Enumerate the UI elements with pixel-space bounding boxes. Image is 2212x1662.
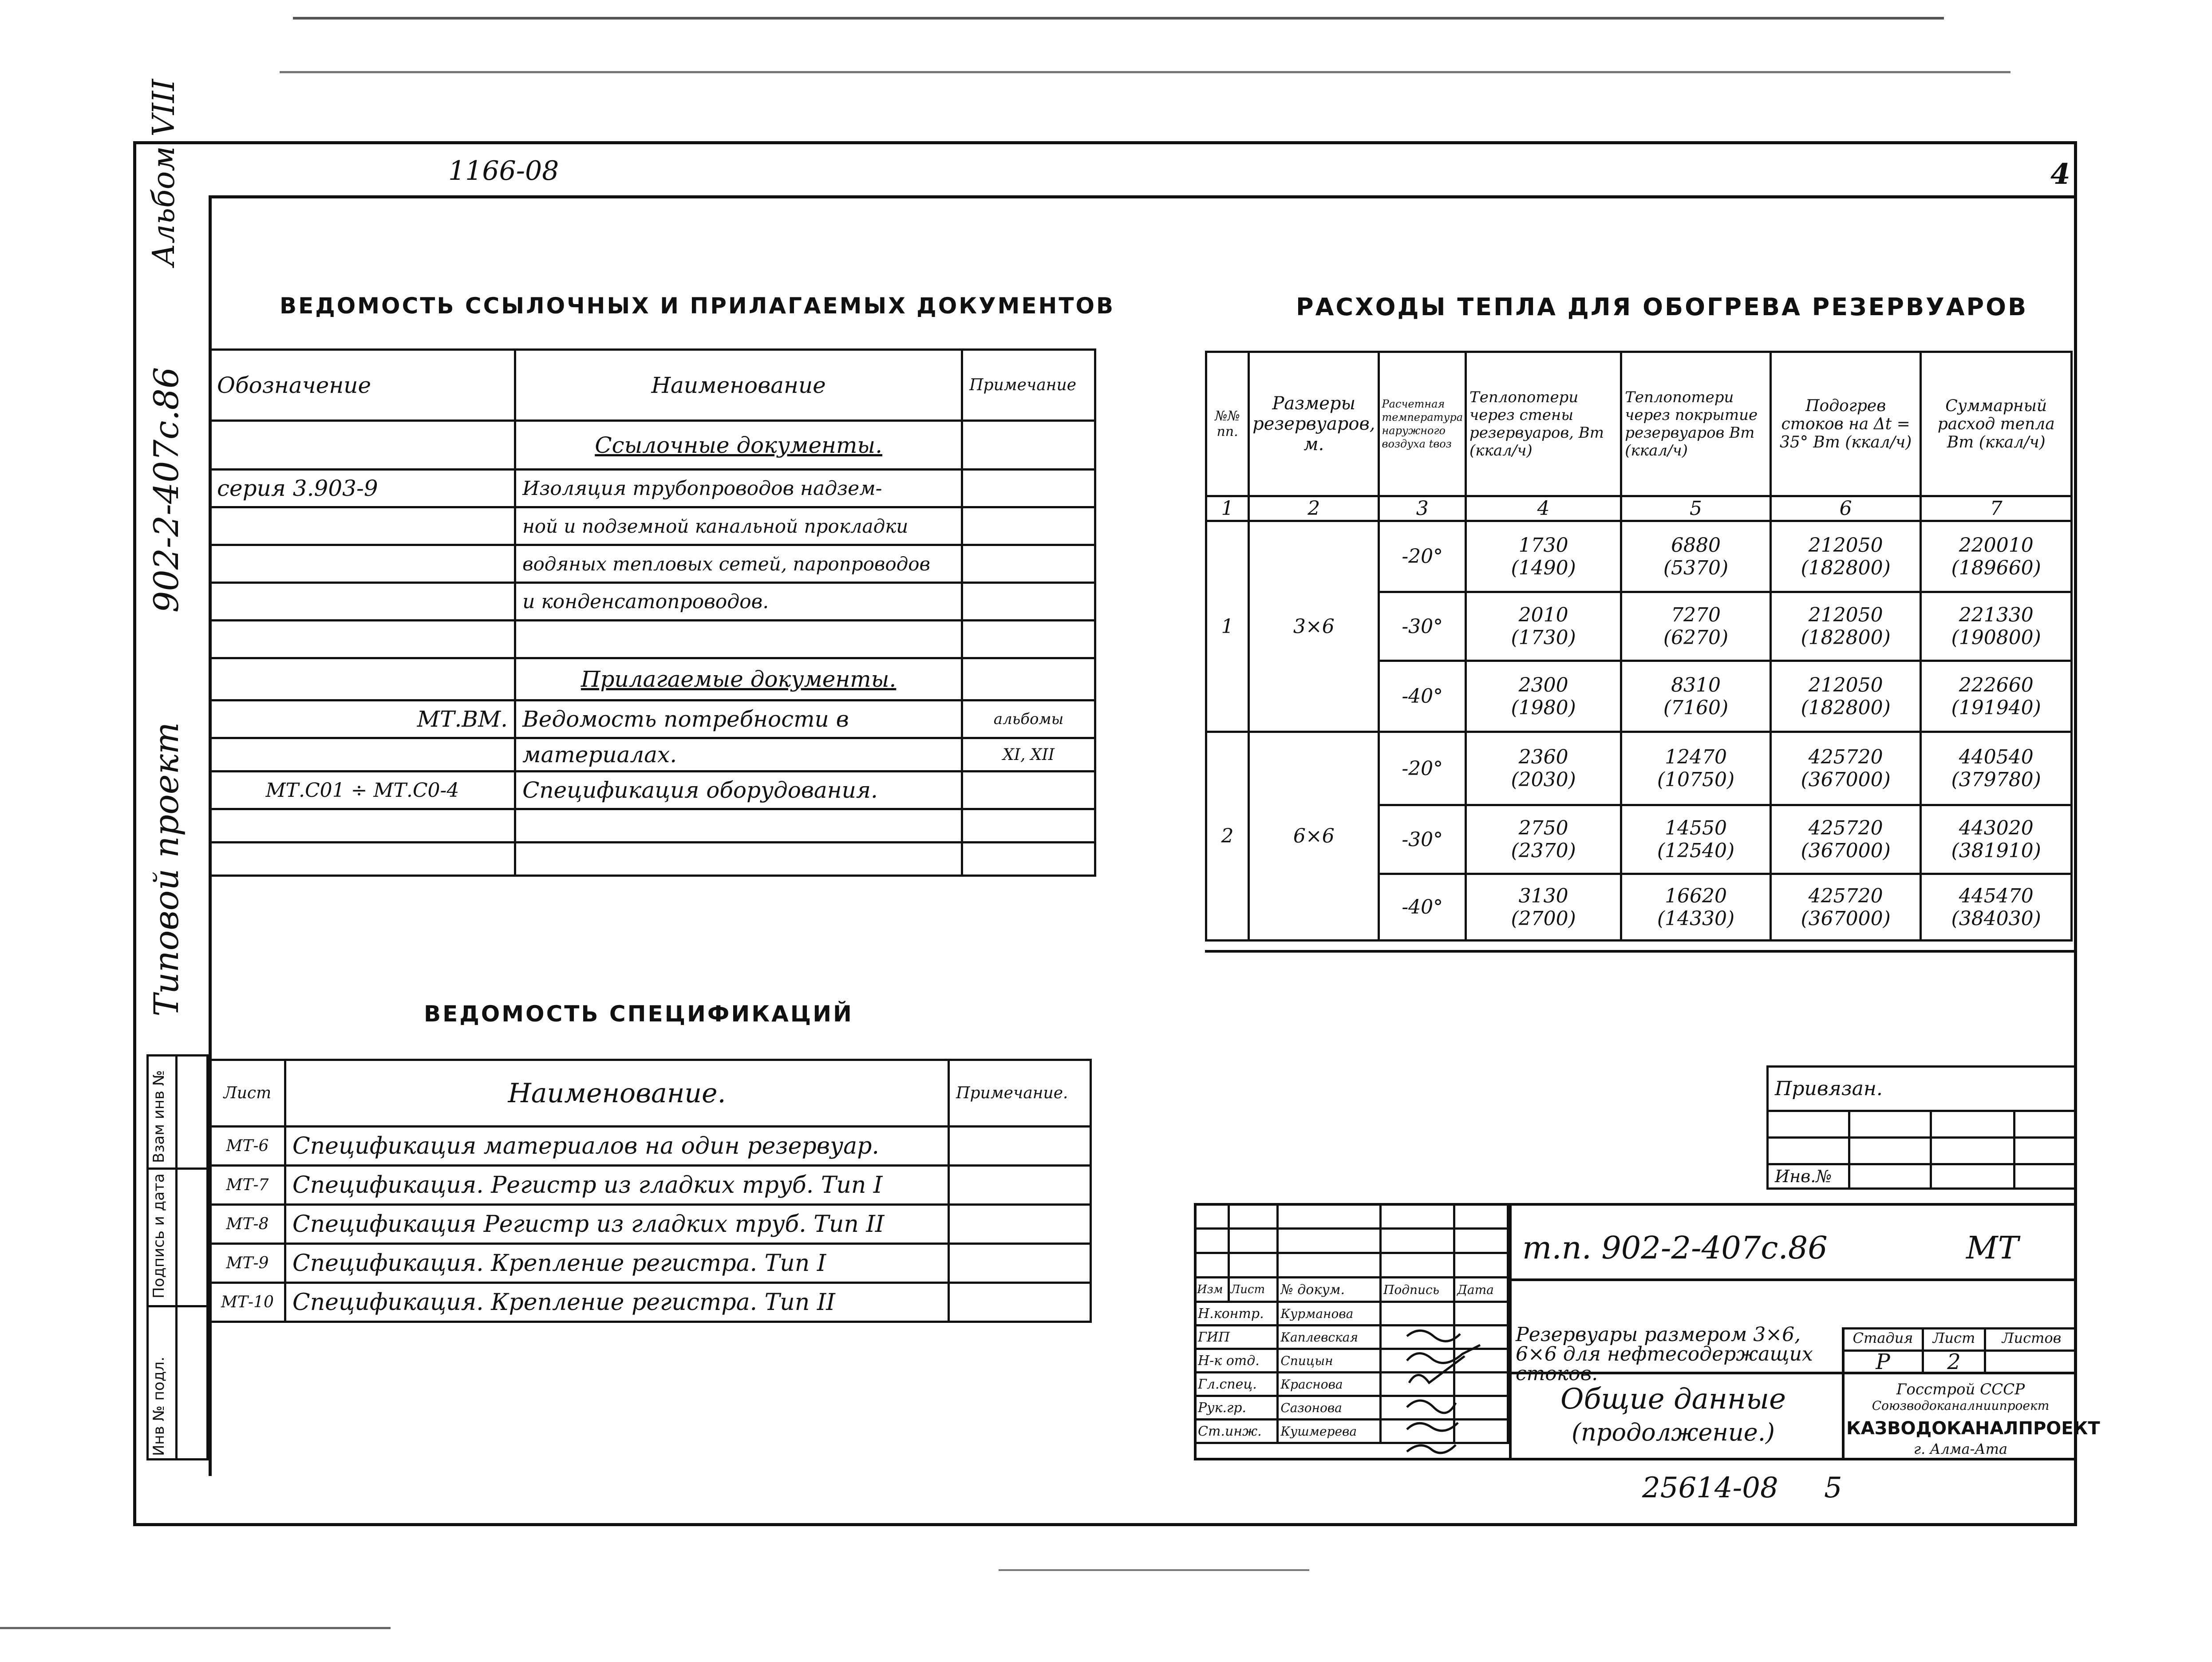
heat-total: 220010	[1959, 534, 2034, 557]
tb-cell	[1380, 1253, 1454, 1278]
specs-table	[209, 1059, 1092, 1323]
heat-heating-cell	[1770, 732, 1921, 805]
refdocs-title: ВЕДОМОСТЬ ССЫЛОЧНЫХ И ПРИЛАГАЕМЫХ ДОКУМЕНТОВ	[280, 293, 1115, 319]
heat-total-cell	[1921, 521, 2072, 592]
heat-roof-kcal: (14330)	[1657, 907, 1735, 930]
tb-org-city: г. Алма-Ата	[1913, 1440, 2008, 1457]
binding-cell	[1768, 1111, 1849, 1138]
binding-inv-label: Инв.№	[1768, 1164, 1849, 1189]
heat-header-size: Размеры резервуаров, м.	[1249, 352, 1379, 496]
refdocs-section-ref: Ссылочные документы.	[515, 421, 962, 470]
tb-person: Курманова	[1278, 1302, 1381, 1326]
tb-description: Резервуары размером 3×6, 6×6 для нефтесодержащих стоков.	[1516, 1323, 1813, 1385]
heat-walls-cell	[1466, 732, 1621, 805]
tb-stage: Р	[1876, 1349, 1890, 1374]
heat-roof-cell	[1621, 874, 1771, 941]
specs-header-name: Наименование.	[285, 1060, 948, 1127]
refdocs-cell	[515, 621, 962, 658]
footer-page: 5	[1824, 1472, 1842, 1504]
refdocs-cell	[515, 843, 962, 876]
tb-date	[1454, 1302, 1508, 1326]
heat-header-walls: Теплопотери через стены резервуаров, Вт (ккал/ч)	[1466, 352, 1621, 496]
refdocs-header-note: Примечание	[962, 350, 1095, 421]
specs-note	[949, 1283, 1091, 1322]
heat-heating-cell	[1770, 521, 1921, 592]
specs-title: ВЕДОМОСТЬ СПЕЦИФИКАЦИЙ	[424, 1001, 853, 1027]
heat-walls-kcal: (1490)	[1511, 556, 1576, 579]
footer-number: 25614-08	[1642, 1472, 1778, 1504]
heat-temp: -40°	[1379, 874, 1466, 941]
tb-divider	[1509, 1203, 1512, 1460]
tb-person: Спицын	[1278, 1349, 1381, 1373]
refdocs-section-att: Прилагаемые документы.	[515, 658, 962, 700]
heat-colnum: 6	[1770, 496, 1921, 521]
specs-header-note: Примечание.	[949, 1060, 1091, 1127]
heat-heating-kcal: (182800)	[1801, 626, 1891, 649]
heat-total: 440540	[1959, 746, 2034, 768]
sheet-corner-number: 4	[2050, 158, 2070, 191]
specs-note	[949, 1244, 1091, 1283]
refdocs-att-note	[962, 772, 1095, 809]
refdocs-cell	[515, 809, 962, 843]
heat-heating-kcal: (182800)	[1801, 556, 1891, 579]
heat-temp: -20°	[1379, 521, 1466, 592]
specs-sheet: МТ-8	[210, 1205, 285, 1244]
refdocs-cell	[210, 843, 515, 876]
heat-group-size: 6×6	[1249, 732, 1379, 941]
refdocs-cell	[210, 621, 515, 658]
scan-mark	[280, 71, 2011, 73]
heat-header-temp: Расчетная температура наружного воздуха tвоз	[1379, 352, 1466, 496]
side-code: 902-2-407с.86	[146, 367, 186, 613]
heat-roof-kcal: (7160)	[1663, 696, 1729, 719]
tb-person: Сазонова	[1278, 1396, 1381, 1420]
refdocs-note	[962, 545, 1095, 583]
refdocs-att-name: Спецификация оборудования.	[515, 772, 962, 809]
heat-walls-cell	[1466, 592, 1621, 661]
archive-number: 1166-08	[448, 155, 559, 186]
tb-code: т.п. 902-2-407с.86	[1522, 1230, 1828, 1266]
heat-temp: -20°	[1379, 732, 1466, 805]
tb-cell	[1228, 1253, 1278, 1278]
tb-cell	[1195, 1204, 1229, 1229]
binding-cell	[1849, 1138, 1931, 1164]
tb-col-header: № докум.	[1278, 1278, 1381, 1302]
heat-walls-cell	[1466, 661, 1621, 732]
heat-roof-cell	[1621, 592, 1771, 661]
refdocs-designation	[210, 545, 515, 583]
specs-note	[949, 1205, 1091, 1244]
refdocs-cell	[210, 809, 515, 843]
binding-cell	[1931, 1164, 2014, 1189]
tb-role: Гл.спец.	[1195, 1373, 1278, 1396]
refdocs-table	[209, 348, 1096, 877]
heat-roof-cell	[1621, 805, 1771, 874]
refdocs-note	[962, 583, 1095, 621]
stamp-label: Взам инв №	[150, 1070, 168, 1163]
refdocs-designation	[210, 507, 515, 545]
heat-colnum: 3	[1379, 496, 1466, 521]
refdocs-name: Изоляция трубопроводов надзем-	[515, 470, 962, 507]
heat-table-underline	[1205, 950, 2077, 953]
heat-roof: 12470	[1665, 746, 1727, 768]
heat-colnum: 7	[1921, 496, 2072, 521]
heat-roof-kcal: (12540)	[1657, 839, 1735, 862]
stamp-strip-divider	[146, 1167, 209, 1170]
refdocs-cell	[210, 421, 515, 470]
binding-cell	[2014, 1164, 2076, 1189]
tb-cell	[1454, 1204, 1508, 1229]
tb-person: Кушмерева	[1278, 1420, 1381, 1443]
signature-mark	[1407, 1331, 1460, 1341]
specs-sheet: МТ-9	[210, 1244, 285, 1283]
heat-table	[1205, 351, 2073, 942]
specs-name: Спецификация. Крепление регистра. Тип I	[285, 1244, 948, 1283]
heat-total-kcal: (189660)	[1951, 556, 2041, 579]
refdocs-cell	[210, 658, 515, 700]
heat-colnum: 4	[1466, 496, 1621, 521]
heat-group-num: 2	[1206, 732, 1249, 941]
heat-total: 443020	[1959, 817, 2034, 839]
tb-org-line1: Госстрой СССР	[1896, 1381, 2025, 1398]
heat-walls-cell	[1466, 874, 1621, 941]
heat-roof-kcal: (10750)	[1657, 768, 1735, 791]
refdocs-cell	[962, 809, 1095, 843]
heat-roof-cell	[1621, 661, 1771, 732]
refdocs-att-note: XI, XII	[962, 738, 1095, 772]
refdocs-designation: серия 3.903-9	[210, 470, 515, 507]
heat-walls: 2360	[1518, 746, 1568, 768]
heat-heating-cell	[1770, 874, 1921, 941]
heat-total-kcal: (379780)	[1951, 768, 2041, 791]
specs-sheet: МТ-10	[210, 1283, 285, 1322]
specs-sheet: МТ-7	[210, 1166, 285, 1205]
heat-heating: 212050	[1808, 673, 1883, 696]
refdocs-att-designation: МТ.ВМ.	[210, 700, 515, 738]
heat-header-roof: Теплопотери через покрытие резервуаров Вт (ккал/ч)	[1621, 352, 1771, 496]
heat-total-kcal: (381910)	[1951, 839, 2041, 862]
heat-heating-kcal: (367000)	[1801, 768, 1891, 791]
binding-cell	[2014, 1138, 2076, 1164]
heat-roof: 7270	[1671, 604, 1721, 626]
heat-total-kcal: (384030)	[1951, 907, 2041, 930]
binding-cell	[1849, 1164, 1931, 1189]
heat-heating-kcal: (182800)	[1801, 696, 1891, 719]
heat-walls: 3130	[1518, 884, 1568, 907]
heat-walls: 2010	[1518, 604, 1568, 626]
binding-cell	[1931, 1138, 2014, 1164]
tb-mark: МТ	[1966, 1230, 2019, 1266]
tb-cell	[1278, 1253, 1381, 1278]
tb-cell	[1454, 1229, 1508, 1253]
heat-heating: 212050	[1808, 534, 1883, 557]
binding-cell	[1768, 1138, 1849, 1164]
heat-heating-cell	[1770, 592, 1921, 661]
tb-cell	[1380, 1204, 1454, 1229]
heat-roof: 8310	[1671, 673, 1721, 696]
heat-roof: 14550	[1665, 817, 1727, 839]
signature-mark	[1407, 1401, 1456, 1413]
refdocs-designation	[210, 583, 515, 621]
heat-temp: -30°	[1379, 592, 1466, 661]
refdocs-name: ной и подземной канальной прокладки	[515, 507, 962, 545]
tb-sheet-label: Лист	[1932, 1330, 1975, 1346]
signature-mark	[1407, 1423, 1458, 1431]
heat-colnum: 2	[1249, 496, 1379, 521]
tb-stage-label: Стадия	[1853, 1330, 1913, 1346]
heat-walls: 1730	[1518, 534, 1568, 557]
specs-name: Спецификация Регистр из гладких труб. Тип II	[285, 1205, 948, 1244]
tb-role: Рук.гр.	[1195, 1396, 1278, 1420]
signature-mark	[1407, 1445, 1456, 1453]
heat-walls-cell	[1466, 805, 1621, 874]
refdocs-att-name: Ведомость потребности в	[515, 700, 962, 738]
refdocs-header-name: Наименование	[515, 350, 962, 421]
tb-person: Краснова	[1278, 1373, 1381, 1396]
heat-total-cell	[1921, 805, 2072, 874]
refdocs-att-name: материалах.	[515, 738, 962, 772]
specs-name: Спецификация. Крепление регистра. Тип II	[285, 1283, 948, 1322]
tb-col-header: Изм	[1195, 1278, 1229, 1302]
refdocs-header-designation: Обозначение	[210, 350, 515, 421]
heat-total-kcal: (190800)	[1951, 626, 2041, 649]
heat-total: 222660	[1959, 673, 2034, 696]
tb-org-line2: Союзводоканалниипроект	[1872, 1398, 2050, 1413]
heat-heating: 425720	[1808, 817, 1883, 839]
binding-label: Привязан.	[1768, 1067, 2076, 1111]
tb-role: Н.контр.	[1195, 1302, 1278, 1326]
refdocs-cell	[962, 421, 1095, 470]
scan-mark	[999, 1569, 1309, 1571]
specs-note	[949, 1166, 1091, 1205]
stamp-strip-divider	[175, 1054, 178, 1460]
heat-header-num: №№ пп.	[1206, 352, 1249, 496]
refdocs-cell	[962, 621, 1095, 658]
tb-org-name: КАЗВОДОКАНАЛПРОЕКТ	[1846, 1418, 2100, 1439]
heat-heating: 425720	[1808, 884, 1883, 907]
refdocs-cell	[962, 843, 1095, 876]
heat-walls-cell	[1466, 521, 1621, 592]
heat-temp: -40°	[1379, 661, 1466, 732]
specs-header-sheet: Лист	[210, 1060, 285, 1127]
heat-walls-kcal: (2030)	[1511, 768, 1576, 791]
refdocs-name: водяных тепловых сетей, паропроводов	[515, 545, 962, 583]
tb-sheet-title: Общие данные	[1560, 1383, 1786, 1416]
scan-mark	[293, 17, 1944, 20]
tb-cell	[1278, 1229, 1381, 1253]
tb-col-header: Лист	[1228, 1278, 1278, 1302]
heat-walls: 2300	[1518, 673, 1568, 696]
specs-name: Спецификация. Регистр из гладких труб. Тип I	[285, 1166, 948, 1205]
heat-roof: 6880	[1671, 534, 1721, 557]
heat-header-total: Суммарный расход тепла Вт (ккал/ч)	[1921, 352, 2072, 496]
specs-name: Спецификация материалов на один резервуар.	[285, 1127, 948, 1166]
refdocs-att-designation: МТ.С01 ÷ МТ.С0-4	[210, 772, 515, 809]
refdocs-cell	[962, 658, 1095, 700]
heat-group-size: 3×6	[1249, 521, 1379, 732]
heat-title: РАСХОДЫ ТЕПЛА ДЛЯ ОБОГРЕВА РЕЗЕРВУАРОВ	[1296, 293, 2028, 321]
signatures	[1402, 1323, 1509, 1456]
stamp-label: Подпись и дата	[150, 1173, 168, 1298]
tb-cell	[1380, 1229, 1454, 1253]
heat-walls-kcal: (1730)	[1511, 626, 1576, 649]
stamp-strip-divider	[146, 1305, 209, 1307]
heat-colnum: 1	[1206, 496, 1249, 521]
refdocs-name: и конденсатопроводов.	[515, 583, 962, 621]
heat-total-cell	[1921, 874, 2072, 941]
tb-divider	[1842, 1327, 1845, 1460]
heat-heating: 212050	[1808, 604, 1883, 626]
tb-cell	[1278, 1204, 1381, 1229]
tb-role: ГИП	[1195, 1326, 1278, 1349]
heat-total-cell	[1921, 661, 2072, 732]
refdocs-note	[962, 470, 1095, 507]
side-album: Альбом VIII	[146, 79, 182, 266]
heat-walls-kcal: (1980)	[1511, 696, 1576, 719]
specs-note	[949, 1127, 1091, 1166]
heat-walls: 2750	[1518, 817, 1568, 839]
heat-temp: -30°	[1379, 805, 1466, 874]
tb-cell	[1195, 1229, 1229, 1253]
side-project: Типовой проект	[146, 722, 186, 1017]
tb-role: Ст.инж.	[1195, 1420, 1278, 1443]
scan-mark	[0, 1627, 391, 1629]
specs-sheet: МТ-6	[210, 1127, 285, 1166]
heat-heating-kcal: (367000)	[1801, 907, 1891, 930]
heat-roof-cell	[1621, 521, 1771, 592]
heat-total-cell	[1921, 592, 2072, 661]
heat-heating: 425720	[1808, 746, 1883, 768]
tb-cell	[1195, 1253, 1229, 1278]
binding-cell	[1931, 1111, 2014, 1138]
heat-colnum: 5	[1621, 496, 1771, 521]
heat-heating-cell	[1770, 661, 1921, 732]
tb-cell	[1228, 1204, 1278, 1229]
binding-cell	[2014, 1111, 2076, 1138]
heat-total-cell	[1921, 732, 2072, 805]
heat-roof-kcal: (5370)	[1663, 556, 1729, 579]
tb-person: Каплевская	[1278, 1326, 1381, 1349]
binding-block	[1766, 1065, 2077, 1190]
tb-divider	[1509, 1278, 2077, 1281]
refdocs-att-designation	[210, 738, 515, 772]
tb-signature	[1380, 1302, 1454, 1326]
binding-cell	[1849, 1111, 1931, 1138]
heat-group-num: 1	[1206, 521, 1249, 732]
tb-col-header: Дата	[1454, 1278, 1508, 1302]
refdocs-note	[962, 507, 1095, 545]
heat-header-heating: Подогрев стоков на Δt = 35° Вт (ккал/ч)	[1770, 352, 1921, 496]
stamp-label: Инв № подл.	[150, 1357, 168, 1456]
heat-total: 445470	[1959, 884, 2034, 907]
heat-heating-cell	[1770, 805, 1921, 874]
heat-walls-kcal: (2700)	[1511, 907, 1576, 930]
tb-sheets-label: Листов	[2002, 1330, 2062, 1346]
tb-role: Н-к отд.	[1195, 1349, 1278, 1373]
heat-roof: 16620	[1665, 884, 1727, 907]
tb-cell	[1228, 1229, 1278, 1253]
heat-total: 221330	[1959, 604, 2034, 626]
heat-roof-cell	[1621, 732, 1771, 805]
refdocs-att-note: альбомы	[962, 700, 1095, 738]
tb-cell	[1454, 1253, 1508, 1278]
heat-roof-kcal: (6270)	[1663, 626, 1729, 649]
signature-mark	[1409, 1356, 1465, 1383]
tb-col-header: Подпись	[1380, 1278, 1454, 1302]
signature-mark	[1407, 1345, 1480, 1363]
heat-heating-kcal: (367000)	[1801, 839, 1891, 862]
tb-sheet-number: 2	[1947, 1349, 1961, 1374]
heat-total-kcal: (191940)	[1951, 696, 2041, 719]
tb-sheet-subtitle: (продолжение.)	[1572, 1418, 1775, 1446]
heat-walls-kcal: (2370)	[1511, 839, 1576, 862]
